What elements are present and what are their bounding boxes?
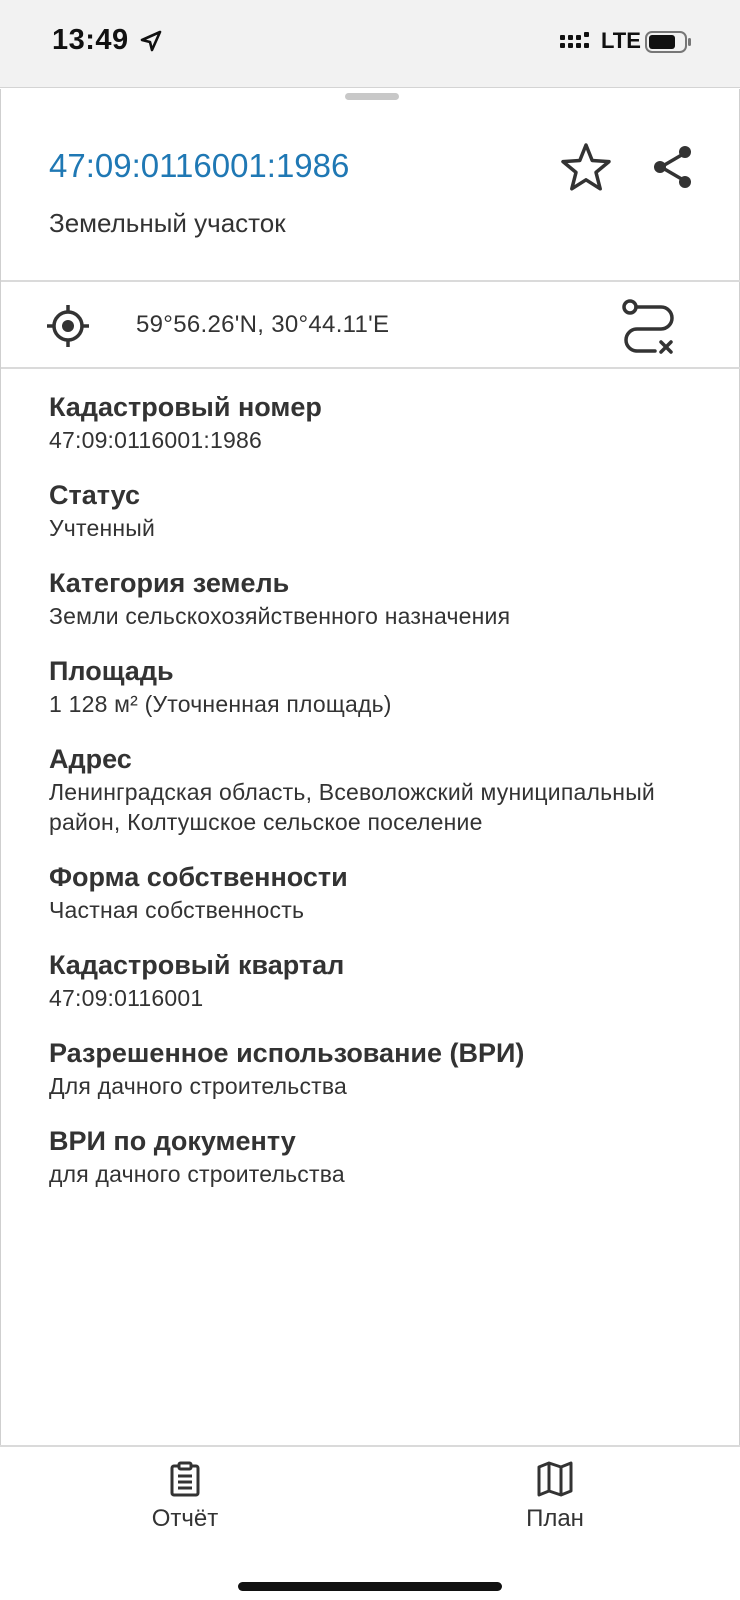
field-area [49,653,699,719]
page-subtitle: Земельный участок [49,208,286,238]
field-ownership-form [49,859,699,925]
field-label: Разрешенное использование (ВРИ) [49,1038,525,1068]
field-value: 1 128 м² (Уточненная площадь) [49,691,392,717]
field-value: Учтенный [49,515,156,541]
map-icon [536,1461,574,1497]
status-time: 13:49 [52,24,129,56]
coordinates-text: 59°56.26'N, 30°44.11'E [136,311,390,338]
field-permitted-use [49,1035,699,1101]
field-value: 47:09:0116001 [49,985,204,1011]
field-label: ВРИ по документу [49,1126,296,1156]
location-arrow-icon [139,29,163,53]
plan-tab-label: План [526,1505,584,1532]
field-land-category [49,565,699,631]
field-value: 47:09:0116001:1986 [49,427,262,453]
star-icon [560,142,612,192]
crosshair-icon [45,303,91,349]
field-value: Для дачного строительства [49,1073,348,1099]
title-block [1,89,740,282]
field-label: Кадастровый номер [49,392,322,422]
route-clear-icon[interactable] [617,295,681,359]
network-type: LTE [601,28,641,53]
field-cadastral-quarter [49,947,699,1013]
field-label: Адрес [49,744,132,774]
favorite-button[interactable] [556,137,616,197]
plan-tab[interactable] [475,1461,635,1561]
page-title: 47:09:0116001:1986 [49,147,350,184]
field-permitted-use-document [49,1123,699,1189]
report-tab-label: Отчёт [151,1505,219,1532]
coordinates-row[interactable] [1,283,740,369]
field-label: Форма собственности [49,862,348,892]
field-address [49,741,699,837]
share-button[interactable] [643,137,703,197]
field-label: Кадастровый квартал [49,950,345,980]
home-indicator[interactable] [238,1582,502,1591]
report-tab[interactable] [105,1461,265,1561]
field-status [49,477,699,543]
field-label: Площадь [49,656,174,686]
field-value: Частная собственность [49,897,305,923]
bottom-bar [0,1445,740,1600]
signal-icon [560,30,594,52]
field-value: Ленинградская область, Всеволожский муниципальный район, Колтушское сельское поселение [49,779,655,835]
field-value: Земли сельскохозяйственного назначения [49,603,511,629]
field-value: для дачного строительства [49,1161,345,1187]
details-sheet [0,89,740,1600]
share-icon [651,143,695,191]
property-fields [49,389,699,1211]
status-bar [0,0,740,88]
field-cadastral-number [49,389,699,455]
field-label: Категория земель [49,568,290,598]
clipboard-icon [167,1461,203,1497]
battery-icon [645,30,693,54]
field-label: Статус [49,480,140,510]
